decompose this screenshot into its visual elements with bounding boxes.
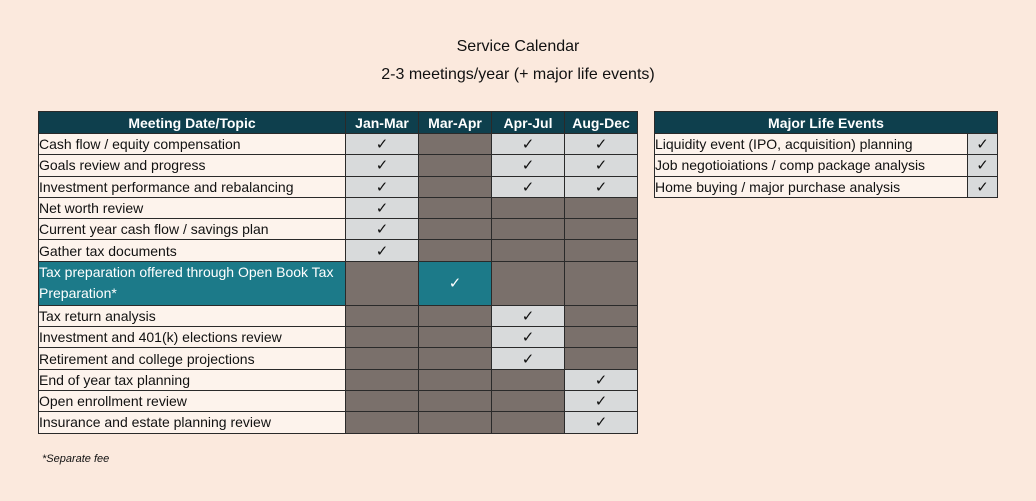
table-row [39,261,638,305]
empty-cell [492,369,565,390]
check-icon: ✓ [565,369,638,390]
column-header: Major Life Events [655,112,998,134]
empty-cell [419,134,492,155]
topic-cell: Tax return analysis [39,305,346,326]
empty-cell [419,348,492,369]
table-row [655,134,998,155]
topic-cell: Current year cash flow / savings plan [39,219,346,240]
column-header: Meeting Date/Topic [39,112,346,134]
check-icon: ✓ [346,134,419,155]
topic-cell: Goals review and progress [39,155,346,176]
empty-cell [565,261,638,305]
major-life-events-table [654,111,998,198]
empty-cell [565,305,638,326]
table-row [655,176,998,197]
empty-cell [419,412,492,433]
topic-cell: Net worth review [39,197,346,218]
page-title: Service Calendar [456,38,580,55]
page-subtitle: 2-3 meetings/year (+ major life events) [381,66,655,83]
check-icon: ✓ [346,176,419,197]
check-icon: ✓ [346,155,419,176]
check-icon: ✓ [492,305,565,326]
column-header: Aug-Dec [565,112,638,134]
empty-cell [419,305,492,326]
check-icon: ✓ [968,176,998,197]
empty-cell [419,155,492,176]
table-row [39,327,638,348]
table-row [39,390,638,411]
check-icon: ✓ [565,176,638,197]
empty-cell [419,219,492,240]
empty-cell [565,240,638,261]
empty-cell [565,219,638,240]
empty-cell [492,412,565,433]
empty-cell [346,369,419,390]
check-icon: ✓ [968,155,998,176]
empty-cell [346,261,419,305]
check-icon: ✓ [968,134,998,155]
life-event-cell: Liquidity event (IPO, acquisition) planning [655,134,968,155]
life-event-cell: Home buying / major purchase analysis [655,176,968,197]
topic-cell: Retirement and college projections [39,348,346,369]
table-header-row [655,112,998,134]
check-icon: ✓ [346,240,419,261]
empty-cell [346,348,419,369]
table-header-row [39,112,638,134]
column-header: Mar-Apr [419,112,492,134]
check-icon: ✓ [565,412,638,433]
empty-cell [492,219,565,240]
empty-cell [419,240,492,261]
table-row [39,197,638,218]
empty-cell [565,348,638,369]
empty-cell [492,390,565,411]
table-row [39,369,638,390]
empty-cell [565,197,638,218]
check-icon: ✓ [565,134,638,155]
check-icon: ✓ [565,155,638,176]
empty-cell [492,197,565,218]
service-calendar-table [38,111,638,434]
topic-cell: Investment and 401(k) elections review [39,327,346,348]
empty-cell [346,327,419,348]
footnote: *Separate fee [42,453,110,465]
empty-cell [419,369,492,390]
topic-cell: Open enrollment review [39,390,346,411]
empty-cell [419,197,492,218]
topic-cell: Insurance and estate planning review [39,412,346,433]
check-icon: ✓ [565,390,638,411]
empty-cell [419,390,492,411]
check-icon: ✓ [492,134,565,155]
check-icon: ✓ [419,261,492,305]
table-row [39,176,638,197]
life-event-cell: Job negotioiations / comp package analysis [655,155,968,176]
table-row [39,240,638,261]
check-icon: ✓ [492,327,565,348]
table-row [39,412,638,433]
empty-cell [346,412,419,433]
empty-cell [419,176,492,197]
table-row [39,134,638,155]
column-header: Apr-Jul [492,112,565,134]
check-icon: ✓ [346,197,419,218]
topic-cell: Tax preparation offered through Open Book Tax Preparation* [39,261,346,305]
table-row [39,348,638,369]
empty-cell [346,305,419,326]
empty-cell [565,327,638,348]
table-row [39,219,638,240]
empty-cell [492,261,565,305]
topic-cell: End of year tax planning [39,369,346,390]
check-icon: ✓ [492,155,565,176]
check-icon: ✓ [492,348,565,369]
empty-cell [419,327,492,348]
table-row [39,155,638,176]
topic-cell: Gather tax documents [39,240,346,261]
check-icon: ✓ [346,219,419,240]
column-header: Jan-Mar [346,112,419,134]
topic-cell: Investment performance and rebalancing [39,176,346,197]
table-row [655,155,998,176]
check-icon: ✓ [492,176,565,197]
table-row [39,305,638,326]
empty-cell [346,390,419,411]
empty-cell [492,240,565,261]
topic-cell: Cash flow / equity compensation [39,134,346,155]
